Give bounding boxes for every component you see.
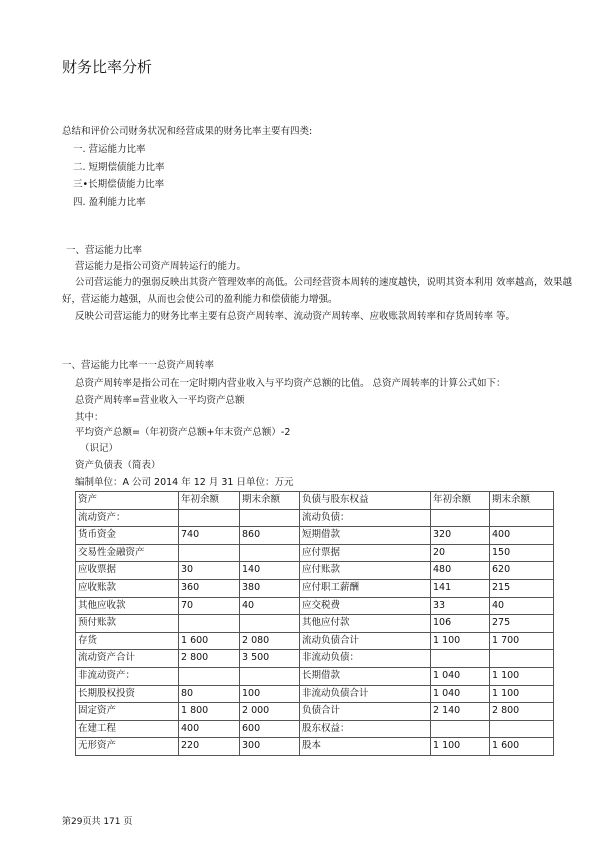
table-cell: 106	[431, 615, 490, 633]
table-cell: 20	[431, 544, 490, 562]
header-cell: 期末余额	[490, 492, 554, 510]
table-cell: 货币资金	[76, 527, 179, 545]
table-cell: 150	[490, 544, 554, 562]
table-cell: 1 100	[431, 632, 490, 650]
table-cell: 2 140	[431, 703, 490, 721]
table-cell: 长期股权投资	[76, 685, 179, 703]
table-cell	[240, 667, 300, 685]
table-cell: 非流动负债合计	[300, 685, 431, 703]
table-cell: 固定资产	[76, 703, 179, 721]
table-cell: 360	[179, 579, 240, 597]
table-cell: 流动资产合计	[76, 650, 179, 668]
header-cell: 期末余额	[240, 492, 300, 510]
section2-definition: 总资产周转率是指公司在一定时期内营业收入与平均资产总额的比值。 总资产周转率的计算公式如下：	[75, 378, 506, 389]
table-cell: 应收票据	[76, 562, 179, 580]
table-cell	[179, 544, 240, 562]
table-cell: 流动负债合计	[300, 632, 431, 650]
table-cell: 100	[240, 685, 300, 703]
section2-average: 平均资产总额=（年初资产总额+年末资产总额）-2	[75, 427, 291, 438]
header-cell: 年初余额	[431, 492, 490, 510]
table-cell: 长期借款	[300, 667, 431, 685]
table-cell	[179, 615, 240, 633]
table-cell: 1 600	[179, 632, 240, 650]
table-cell: 非流动资产：	[76, 667, 179, 685]
table-row	[76, 562, 554, 580]
table-cell: 交易性金融资产	[76, 544, 179, 562]
table-cell: 480	[431, 562, 490, 580]
intro-text: 总结和评价公司财务状况和经营成果的财务比率主要有四类:	[62, 126, 313, 137]
table-cell: 流动资产：	[76, 509, 179, 527]
category-item: 二. 短期偿债能力比率	[73, 162, 165, 173]
table-cell: 无形资产	[76, 738, 179, 756]
table-cell: 400	[179, 720, 240, 738]
section1-para3: 反映公司营运能力的财务比率主要有总资产周转率、流动资产周转率、应收账款周转率和存货周转率 等。	[75, 311, 516, 322]
table-cell: 1 100	[431, 738, 490, 756]
table-cell	[431, 509, 490, 527]
table-cell: 1 100	[490, 667, 554, 685]
balance-sheet-table	[75, 491, 554, 756]
table-cell: 其他应收款	[76, 597, 179, 615]
table-cell: 在建工程	[76, 720, 179, 738]
table-cell: 30	[179, 562, 240, 580]
table-cell	[490, 509, 554, 527]
category-item: 三•长期偿债能力比率	[73, 179, 165, 190]
table-cell: 1 700	[490, 632, 554, 650]
table-cell	[179, 667, 240, 685]
section2-where: 其中：	[75, 412, 104, 423]
header-cell: 负债与股东权益	[300, 492, 431, 510]
category-item: 一. 营运能力比率	[73, 144, 146, 155]
table-cell: 股本	[300, 738, 431, 756]
table-unit-line: 编制单位：A 公司 2014 年 12 月 31 日单位：万元	[75, 477, 294, 488]
table-cell: 1 800	[179, 703, 240, 721]
table-cell: 600	[240, 720, 300, 738]
section2-note: （识记）	[80, 443, 119, 454]
page-title: 财务比率分析	[62, 58, 153, 76]
table-cell: 2 800	[490, 703, 554, 721]
table-cell: 3 500	[240, 650, 300, 668]
table-cell: 320	[431, 527, 490, 545]
header-cell: 年初余额	[179, 492, 240, 510]
table-cell: 2 000	[240, 703, 300, 721]
table-cell: 860	[240, 527, 300, 545]
table-row	[76, 738, 554, 756]
table-cell: 620	[490, 562, 554, 580]
table-cell: 215	[490, 579, 554, 597]
table-cell: 短期借款	[300, 527, 431, 545]
table-cell: 1 040	[431, 667, 490, 685]
page-footer: 第29页共 171 页	[62, 817, 133, 827]
section1-heading: 一、营运能力比率	[66, 245, 143, 256]
table-cell	[431, 650, 490, 668]
table-cell	[179, 509, 240, 527]
table-row	[76, 597, 554, 615]
table-cell	[431, 720, 490, 738]
table-cell	[240, 615, 300, 633]
table-cell: 40	[240, 597, 300, 615]
table-cell: 2 800	[179, 650, 240, 668]
table-cell: 应付账款	[300, 562, 431, 580]
table-row	[76, 509, 554, 527]
table-cell: 应付票据	[300, 544, 431, 562]
table-cell: 应收账款	[76, 579, 179, 597]
table-cell	[490, 650, 554, 668]
table-row	[76, 544, 554, 562]
section1-para2: 公司营运能力的强弱反映出其资产管理效率的高低。公司经营资本周转的速度越快，说明其资本利用 效率越高，效果越好，营运能力越强，从而也会使公司的盈利能力和偿债能力增强。	[62, 277, 573, 305]
table-cell	[240, 509, 300, 527]
table-cell: 2 080	[240, 632, 300, 650]
table-row	[76, 685, 554, 703]
table-cell	[240, 544, 300, 562]
table-cell: 300	[240, 738, 300, 756]
header-cell: 资产	[76, 492, 179, 510]
table-row	[76, 703, 554, 721]
table-cell: 380	[240, 579, 300, 597]
table-cell: 应付职工薪酬	[300, 579, 431, 597]
table-row	[76, 615, 554, 633]
table-cell: 140	[240, 562, 300, 580]
table-row	[76, 720, 554, 738]
table-cell: 40	[490, 597, 554, 615]
table-row	[76, 579, 554, 597]
section2-formula: 总资产周转率=营业收入一平均资产总额	[75, 395, 245, 406]
table-cell: 740	[179, 527, 240, 545]
table-cell: 负债合计	[300, 703, 431, 721]
table-cell: 80	[179, 685, 240, 703]
table-cell: 存货	[76, 632, 179, 650]
table-cell: 33	[431, 597, 490, 615]
table-cell: 预付账款	[76, 615, 179, 633]
category-item: 四. 盈利能力比率	[73, 197, 146, 208]
table-cell: 其他应付款	[300, 615, 431, 633]
table-cell: 70	[179, 597, 240, 615]
table-cell: 非流动负债：	[300, 650, 431, 668]
table-row	[76, 650, 554, 668]
table-cell: 1 600	[490, 738, 554, 756]
table-row	[76, 667, 554, 685]
table-header-row	[76, 492, 554, 510]
table-cell: 应交税费	[300, 597, 431, 615]
table-cell: 1 100	[490, 685, 554, 703]
section2-heading: 一、营运能力比率一一总资产周转率	[62, 360, 215, 371]
table-cell	[490, 720, 554, 738]
table-cell: 141	[431, 579, 490, 597]
table-cell: 400	[490, 527, 554, 545]
table-cell: 275	[490, 615, 554, 633]
table-cell: 220	[179, 738, 240, 756]
table-cell: 流动负债：	[300, 509, 431, 527]
section1-line1: 营运能力是指公司资产周转运行的能力。	[75, 261, 247, 272]
table-row	[76, 632, 554, 650]
table-cell: 股东权益：	[300, 720, 431, 738]
table-title: 资产负债表（简表）	[75, 460, 161, 471]
table-cell: 1 040	[431, 685, 490, 703]
table-row	[76, 527, 554, 545]
